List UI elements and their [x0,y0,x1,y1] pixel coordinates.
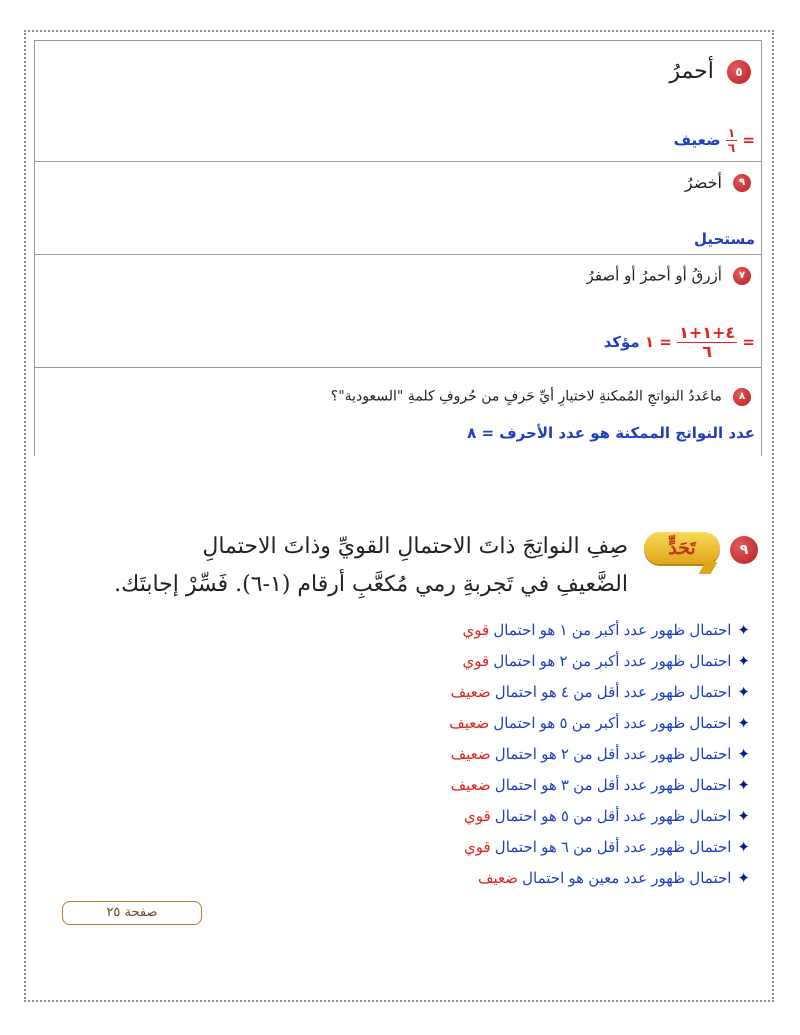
answer-text: مستحيل [694,230,755,248]
bullet-icon: ✦ [737,777,750,794]
question-number-badge: ٥ [727,60,751,84]
list-item: ✦احتمال ظهور عدد معين هو احتمال ضعيف [477,870,750,887]
question-number-badge: ٨ [733,388,751,406]
bullet-icon: ✦ [737,622,750,639]
challenge-line-2: الضَّعيفِ في تَجربةِ رمي مُكعَّبِ أرقام (١-٦). فَسِّرْ إجابتَك. [114,572,628,597]
list-item: ✦احتمال ظهور عدد أقل من ٢ هو احتمال ضعيف [450,746,750,763]
question-label: أخضرُ [684,173,722,192]
challenge-text [48,528,628,604]
page-number-box: صفحة ٢٥ [62,901,202,925]
challenge-line-1: صِفِ النواتِجَ ذاتَ الاحتمالِ القويِّ وذاتَ الاحتمالِ [202,534,628,559]
fraction: $\frac{٤+١+١}{٦}$ [679,323,736,361]
question-number-badge: ٩ [730,536,758,564]
bullet-icon: ✦ [737,715,750,732]
question-6-box [34,161,762,254]
question-7-box [34,254,762,367]
result-text: = ١ [644,333,672,351]
equals-sign: = [742,333,755,351]
list-item: ✦احتمال ظهور عدد أقل من ٦ هو احتمال قوي [463,839,750,856]
bullet-icon: ✦ [737,684,750,701]
answer-list [230,615,750,894]
question-number-badge: ٧ [733,267,751,285]
equals-sign: = [742,131,755,149]
bullet-icon: ✦ [737,870,750,887]
bullet-icon: ✦ [737,746,750,763]
list-item: ✦احتمال ظهور عدد أكبر من ٢ هو احتمال قوي [462,653,750,670]
challenge-section [34,528,762,598]
question-label: أحمرُ [669,59,714,84]
list-item: ✦احتمال ظهور عدد أقل من ٣ هو احتمال ضعيف [450,777,750,794]
list-item: ✦احتمال ظهور عدد أقل من ٤ هو احتمال ضعيف [450,684,750,701]
question-8-box [34,367,762,456]
list-item: ✦احتمال ظهور عدد أقل من ٥ هو احتمال قوي [463,808,750,825]
answer-text: عدد النواتج الممكنة هو عدد الأحرف = ٨ [467,424,755,442]
answer-text: مؤكد [603,333,640,351]
list-item: ✦احتمال ظهور عدد أكبر من ٥ هو احتمال ضعيف [449,715,750,732]
question-number-badge: ٩ [733,174,751,192]
worksheet [34,40,762,887]
list-item: ✦احتمال ظهور عدد أكبر من ١ هو احتمال قوي [462,622,750,639]
challenge-badge: تَحَدٍّ [644,532,720,564]
question-5-box [34,40,762,161]
bullet-icon: ✦ [737,808,750,825]
question-label: ماعَددُ النواتجِ المُمكنةِ لاختيارِ أيِّ حَرفٍ من حُروفِ كلمةِ "السعودية"؟ [330,388,722,405]
answer-text: ضعيف [673,131,721,149]
fraction: $\frac{١}{٦}$ [727,126,736,155]
bullet-icon: ✦ [737,839,750,856]
question-label: أزرقُ أو أحمرُ أو أصفرُ [586,266,722,285]
bullet-icon: ✦ [737,653,750,670]
